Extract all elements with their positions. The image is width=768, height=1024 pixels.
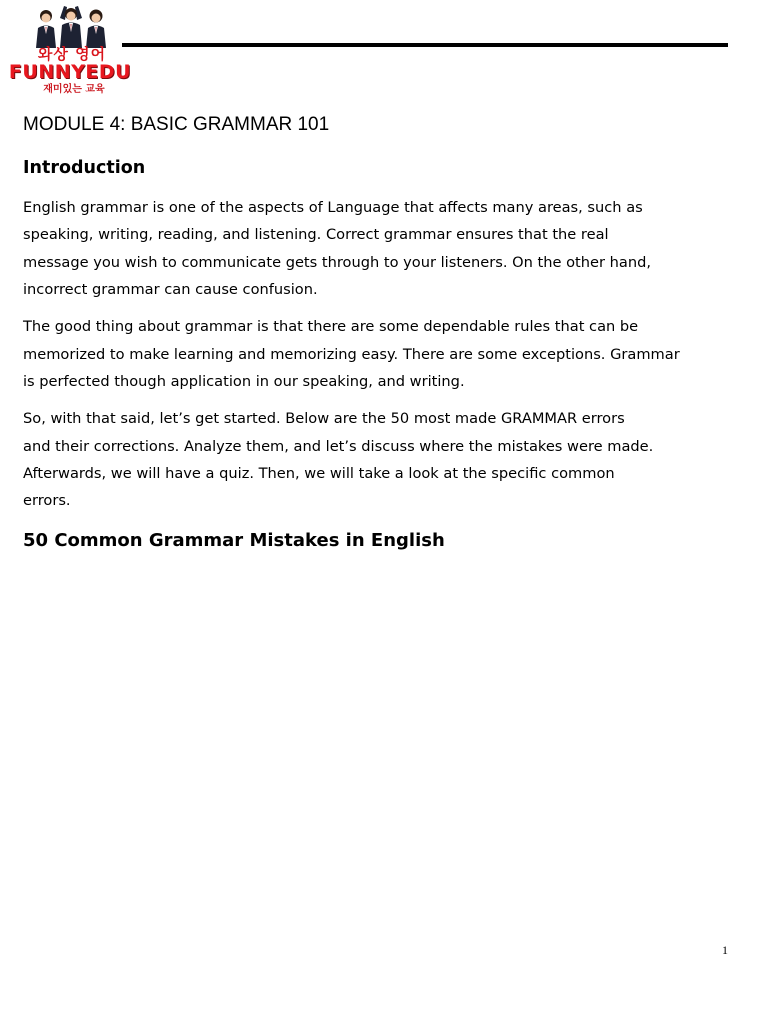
paragraph-line: English grammar is one of the aspects of Language that affects many areas, such as <box>23 199 643 216</box>
paragraph-line: message you wish to communicate gets through to your listeners. On the other hand, <box>23 254 651 271</box>
header-divider <box>122 43 728 47</box>
logo-korean-title: 와상 영어 <box>37 45 107 63</box>
paragraph-line: and their corrections. Analyze them, and let’s discuss where the mistakes were made. <box>23 438 654 455</box>
students-illustration <box>34 4 108 50</box>
paragraph-line: Afterwards, we will have a quiz. Then, we will take a look at the specific common <box>23 465 615 482</box>
page-number: 1 <box>722 943 728 957</box>
introduction-heading: Introduction <box>23 158 146 178</box>
paragraph-line: The good thing about grammar is that there are some dependable rules that can be <box>23 318 639 335</box>
logo-wordmark: FUNNYEDU <box>8 61 132 83</box>
logo-korean-tagline: 재미있는 교육 <box>43 84 105 95</box>
paragraph-line: is perfected though application in our speaking, and writing. <box>23 373 465 390</box>
paragraph-line: memorized to make learning and memorizing easy. There are some exceptions. Grammar <box>23 346 680 363</box>
paragraph-line: errors. <box>23 492 71 509</box>
module-title: MODULE 4: BASIC GRAMMAR 101 <box>23 114 330 135</box>
common-mistakes-heading: 50 Common Grammar Mistakes in English <box>23 530 445 551</box>
funnyedu-logo <box>8 4 132 102</box>
paragraph-line: incorrect grammar can cause confusion. <box>23 281 318 298</box>
paragraph-line: So, with that said, let’s get started. Below are the 50 most made GRAMMAR errors <box>23 410 625 427</box>
paragraph-line: speaking, writing, reading, and listening. Correct grammar ensures that the real <box>23 226 609 243</box>
